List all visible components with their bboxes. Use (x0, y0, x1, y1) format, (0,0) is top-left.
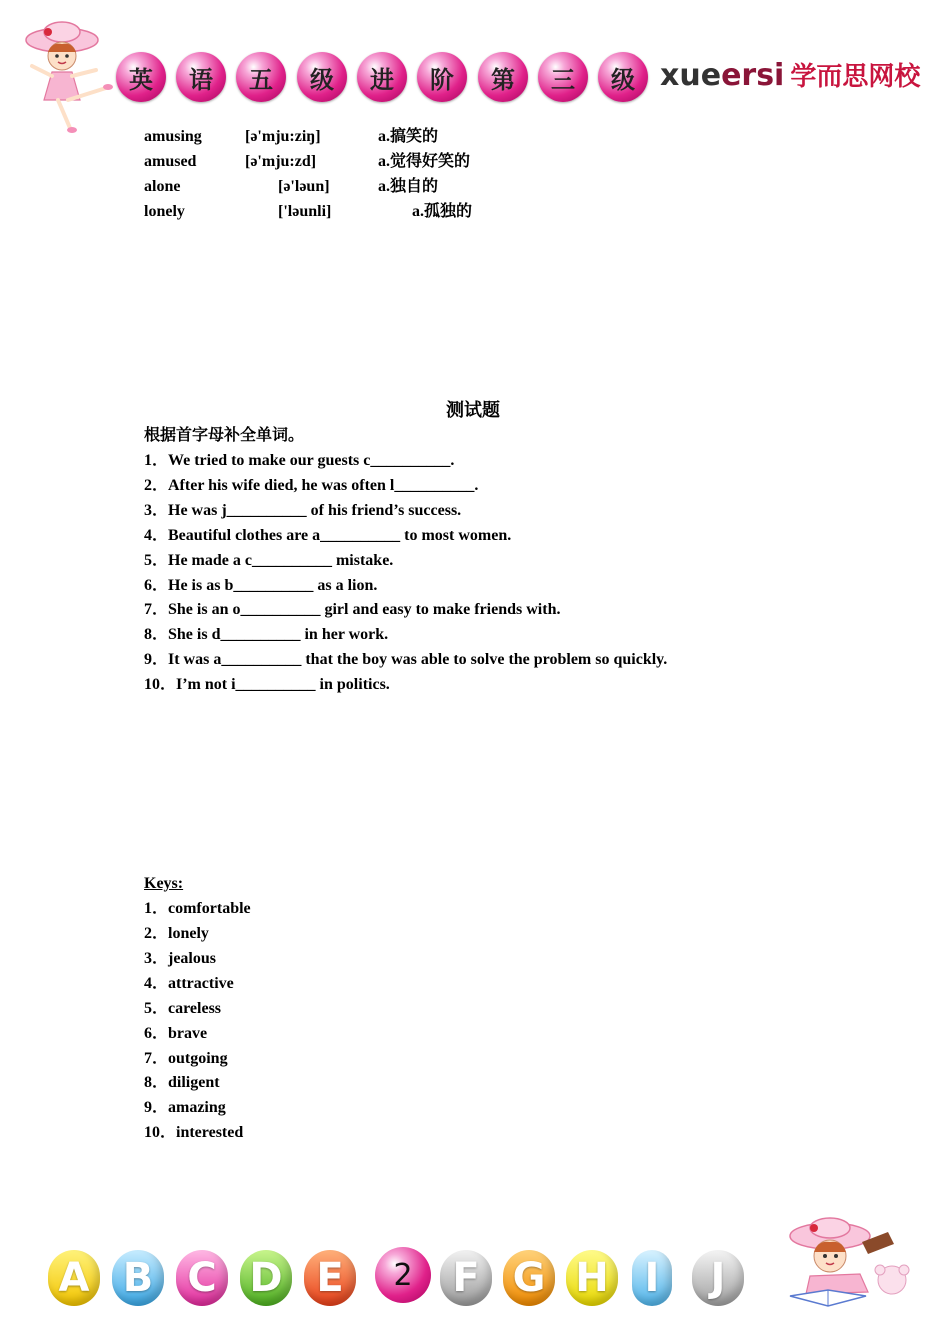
test-question: 5．He made a c__________ mistake. (144, 552, 394, 569)
key-answer: 3．jealous (144, 950, 217, 967)
test-question: 9．It was a__________ that the boy was able to solve the problem so quickly. (144, 651, 668, 668)
key-answer: 6．brave (144, 1025, 208, 1042)
vocab-word: alone (144, 178, 181, 195)
footer-letter-g: G (503, 1250, 555, 1306)
title-char: 三 (551, 65, 575, 94)
key-answer: 1．comfortable (144, 900, 251, 917)
title-char-badge (598, 52, 648, 102)
title-char: 五 (249, 65, 273, 94)
title-char-badge (297, 52, 347, 102)
footer-letter-c: C (176, 1250, 228, 1306)
title-char: 级 (611, 65, 635, 94)
vocab-meaning: a.孤独的 (412, 203, 473, 220)
key-answer: 2．lonely (144, 925, 209, 942)
test-question: 7．She is an o__________ girl and easy to make friends with. (144, 601, 561, 618)
footer-letter-j: J (692, 1250, 744, 1306)
title-char-badge (236, 52, 286, 102)
title-char: 级 (310, 65, 334, 94)
test-question: 1．We tried to make our guests c__________. (144, 452, 455, 469)
vocab-meaning: a.搞笑的 (378, 128, 439, 145)
title-char-badge (357, 52, 407, 102)
title-char: 第 (491, 65, 515, 94)
keys-label: Keys: (144, 875, 184, 892)
test-title: 测试题 (446, 400, 500, 420)
vocab-meaning: a.觉得好笑的 (378, 153, 471, 170)
key-answer: 10．interested (144, 1124, 244, 1141)
vocab-word: lonely (144, 203, 185, 220)
test-question: 2．After his wife died, he was often l__________. (144, 477, 479, 494)
vocab-meaning: a.独自的 (378, 178, 439, 195)
footer-letter-d: D (240, 1250, 292, 1306)
key-answer: 8．diligent (144, 1074, 220, 1091)
vocab-phonetic: [ə'ləun] (278, 178, 330, 195)
reading-girl-illustration (770, 1214, 920, 1314)
footer-letter-h: H (566, 1250, 618, 1306)
title-char-badge (176, 52, 226, 102)
test-question: 4．Beautiful clothes are a__________ to most women. (144, 527, 512, 544)
key-answer: 9．amazing (144, 1099, 226, 1116)
page-number: 2 (375, 1247, 431, 1303)
test-question: 6．He is as b__________ as a lion. (144, 577, 378, 594)
brand-latin-a: xue (660, 58, 722, 93)
test-instruction: 根据首字母补全单词。 (144, 427, 305, 444)
brand-latin-b: ersi (721, 58, 785, 93)
footer-letter-i: I (632, 1250, 672, 1306)
title-char-badge (538, 52, 588, 102)
title-char: 语 (189, 65, 213, 94)
brand-logo (660, 56, 920, 93)
vocab-phonetic: ['ləunli] (278, 203, 332, 220)
strawberry-girl-illustration (22, 18, 114, 138)
test-question: 10．I’m not i__________ in politics. (144, 676, 390, 693)
key-answer: 5．careless (144, 1000, 222, 1017)
footer-letter-e: E (304, 1250, 356, 1306)
key-answer: 4．attractive (144, 975, 234, 992)
vocab-phonetic: [ə'mju:zd] (245, 153, 317, 170)
test-question: 3．He was j__________ of his friend’s success. (144, 502, 462, 519)
key-answer: 7．outgoing (144, 1050, 228, 1067)
footer-letter-f: F (440, 1250, 492, 1306)
title-char-badge (417, 52, 467, 102)
title-char: 阶 (430, 65, 454, 94)
title-char: 英 (129, 65, 153, 94)
test-question: 8．She is d__________ in her work. (144, 626, 389, 643)
vocab-word: amusing (144, 128, 202, 145)
title-char: 进 (370, 65, 394, 94)
brand-chinese: 学而思网校 (790, 62, 921, 92)
footer-letter-b: B (112, 1250, 164, 1306)
title-char-badge (116, 52, 166, 102)
vocab-phonetic: [ə'mju:ziŋ] (245, 128, 321, 145)
title-char-badge (478, 52, 528, 102)
vocab-word: amused (144, 153, 197, 170)
footer-letter-a: A (48, 1250, 100, 1306)
